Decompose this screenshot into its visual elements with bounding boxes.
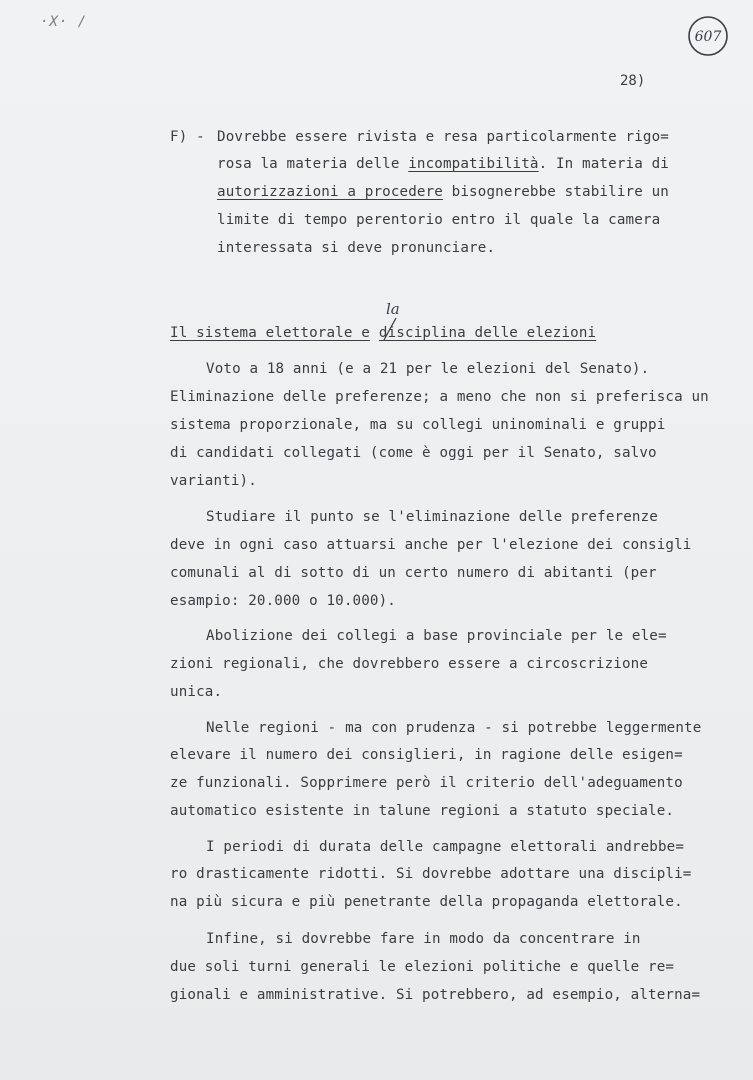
paragraph-5-line: ro drasticamente ridotti. Si dovrebbe adottare una discipli= <box>170 866 692 882</box>
paragraph-6-line: gionali e amministrative. Si potrebbero, ad esempio, alterna= <box>170 987 701 1003</box>
underlined-incompatibilita: incompatibilità <box>408 156 539 172</box>
section-f-label: F) - <box>170 129 205 145</box>
paragraph-2-line: esampio: 20.000 o 10.000). <box>170 593 396 609</box>
paragraph-4-line: Nelle regioni - ma con prudenza - si potrebbe leggermente <box>206 720 702 736</box>
section-f-line-5: interessata si deve pronunciare. <box>217 240 496 256</box>
archive-stamp-icon <box>686 14 730 58</box>
underlined-autorizzazioni: autorizzazioni a procedere <box>217 184 443 200</box>
paragraph-2-line: comunali al di sotto di un certo numero di abitanti (per <box>170 565 657 581</box>
section-f-line-4: limite di tempo perentorio entro il quale la camera <box>217 212 661 228</box>
paragraph-2-line: Studiare il punto se l'eliminazione delle preferenze <box>206 509 658 525</box>
section-f-line-3: autorizzazioni a procedere bisognerebbe stabilire un <box>217 184 669 200</box>
paragraph-6-line: due soli turni generali le elezioni politiche e quelle re= <box>170 959 675 975</box>
paragraph-4-line: ze funzionali. Sopprimere però il criterio dell'adeguamento <box>170 775 683 791</box>
handwritten-insertion: la <box>386 300 400 318</box>
stamp-number: 607 <box>694 29 722 45</box>
section-heading: Il sistema elettorale e disciplina delle elezioni <box>170 325 597 341</box>
paragraph-6-line: Infine, si dovrebbe fare in modo da concentrare in <box>206 931 641 947</box>
paragraph-1-line: Eliminazione delle preferenze; a meno che non si preferisca un <box>170 389 709 405</box>
paragraph-3-line: zioni regionali, che dovrebbero essere a circoscrizione <box>170 656 649 672</box>
paragraph-3-line: Abolizione dei collegi a base provinciale per le ele= <box>206 628 667 644</box>
corner-pencil-marks: ·X· / <box>40 14 88 30</box>
paragraph-3-line: unica. <box>170 684 223 700</box>
paragraph-1-line: Voto a 18 anni (e a 21 per le elezioni del Senato). <box>206 361 650 377</box>
paragraph-1-line: varianti). <box>170 473 257 489</box>
paragraph-2-line: deve in ogni caso attuarsi anche per l'elezione dei consigli <box>170 537 692 553</box>
paragraph-5-line: na più sicura e più penetrante della propaganda elettorale. <box>170 894 683 910</box>
paragraph-1-line: di candidati collegati (come è oggi per il Senato, salvo <box>170 445 657 461</box>
paragraph-4-line: elevare il numero dei consiglieri, in ragione delle esigen= <box>170 747 683 763</box>
paragraph-4-line: automatico esistente in talune regioni a statuto speciale. <box>170 803 675 819</box>
paragraph-5-line: I periodi di durata delle campagne elettorali andrebbe= <box>206 839 685 855</box>
section-f-line-1: Dovrebbe essere rivista e resa particolarmente rigo= <box>217 129 669 145</box>
section-f-line-2: rosa la materia delle incompatibilità. In materia di <box>217 156 669 172</box>
page-number: 28) <box>620 73 646 89</box>
paragraph-1-line: sistema proporzionale, ma su collegi uninominali e gruppi <box>170 417 666 433</box>
